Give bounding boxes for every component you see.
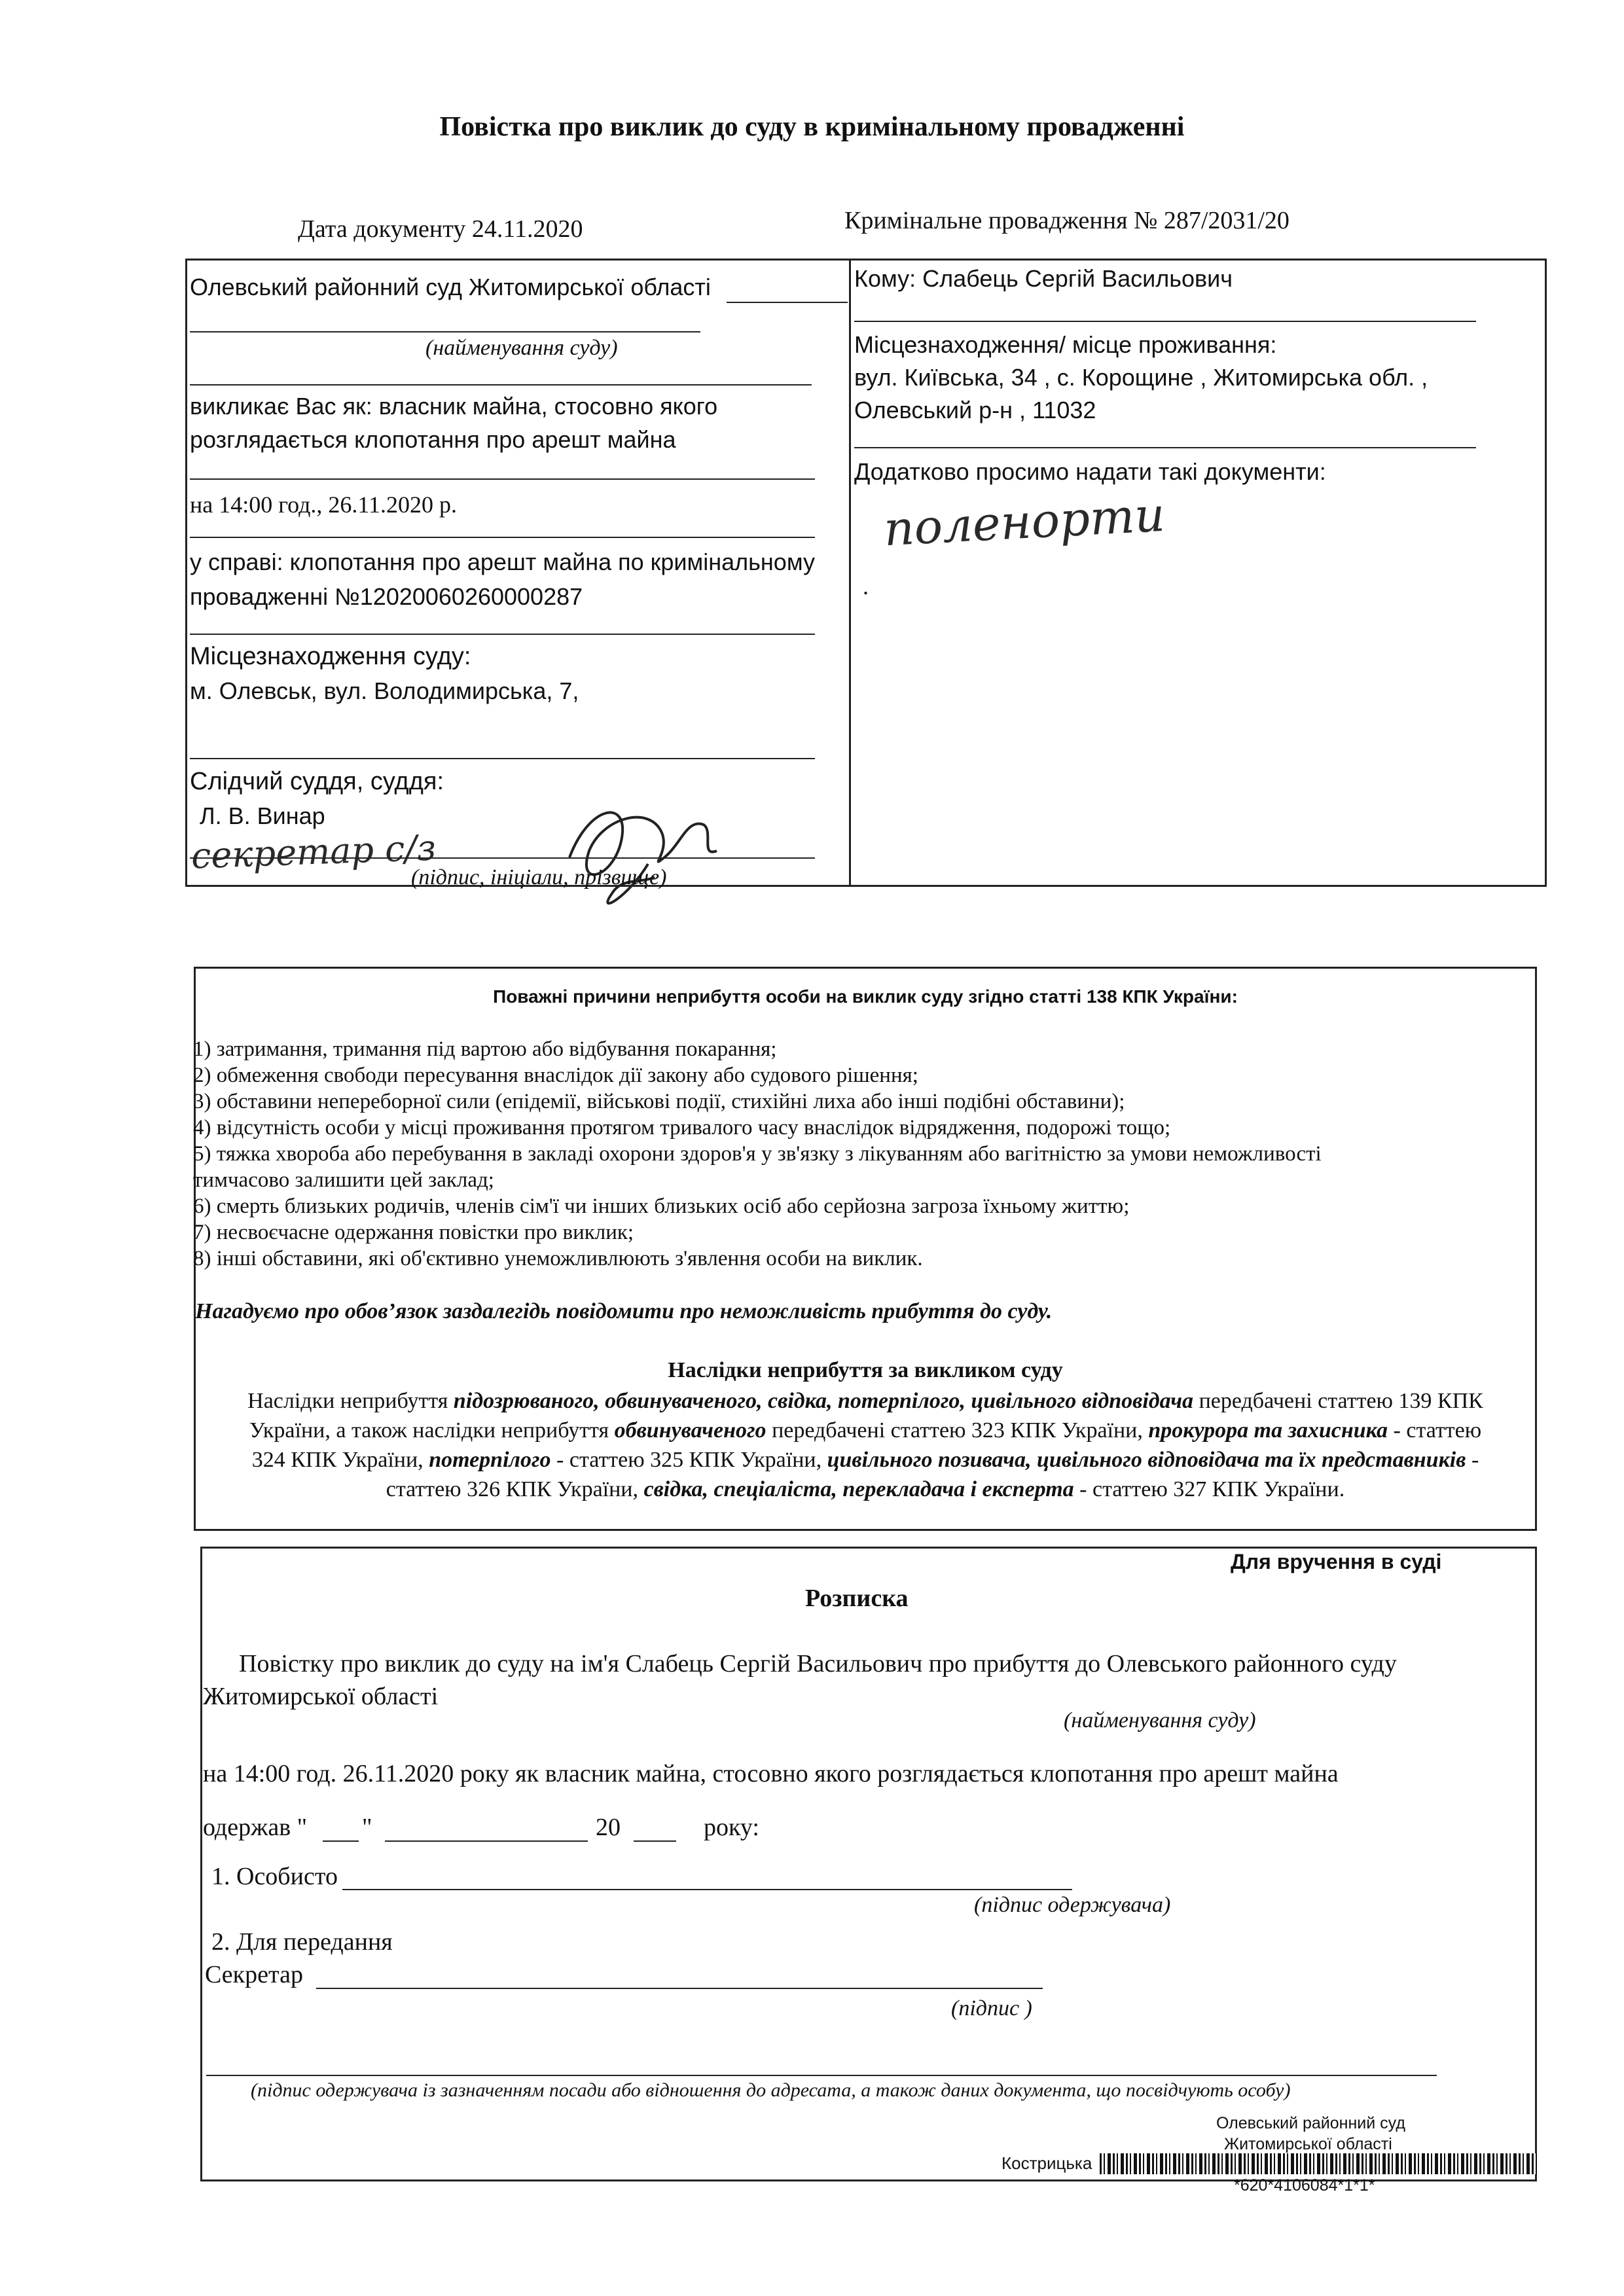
court-location-value: м. Олевськ, вул. Володимирська, 7, [190,677,579,704]
address-label: Місцезнаходження/ місце проживання: [854,331,1277,358]
recipient: Кому: Слабець Сергій Васильович [854,265,1233,292]
reason-item: 6) смерть близьких родичів, членів сім'ї чи інших близьких осіб або серйозна загроза їхньому життю; [193,1194,1130,1218]
reminder-text: Нагадуємо про обов’язок заздалегідь повідомити про неможливість прибуття до суду. [195,1299,1053,1323]
received-year-prefix: 20 [596,1814,621,1841]
personally-label: 1. Особисто [211,1863,338,1890]
received-prefix: одержав " [203,1814,308,1841]
address-line-2: Олевський р-н , 11032 [854,397,1096,423]
page-title: Повістка про виклик до суду в кримінальному провадженні [439,112,1185,142]
handwritten-documents: поленорти [882,486,1166,557]
barcode-icon [1100,2153,1538,2174]
recipient-signature-caption: (підпис одержувача) [974,1893,1171,1917]
reason-item: 5) тяжка хвороба або перебування в закладі охорони здоров'я у зв'язку з лікуванням або вагітністю за умови неможливості [193,1142,1322,1166]
additional-docs-label: Додатково просимо надати такі документи: [854,458,1326,485]
receipt-line-3: на 14:00 год. 26.11.2020 року як власник майна, стосовно якого розглядається клопотання про арешт майна [203,1760,1339,1787]
signature-caption: (підпис, ініціали, прізвище) [411,865,667,889]
secretary-signature-caption: (підпис ) [951,1996,1032,2020]
received-quote: " [362,1814,372,1841]
reason-item: 3) обставини непереборної сили (епідемії, військові події, стихійні лиха або інші подібні обставини); [193,1090,1125,1113]
reason-item: 4) відсутність особи у місці проживання протягом тривалого часу внаслідок відрядження, подорожі тощо; [193,1116,1171,1139]
received-year-suffix: року: [704,1814,759,1841]
barcode-number: *620*4106084*1*1* [1234,2176,1375,2195]
court-name-caption: (найменування суду) [425,336,618,360]
judge-name: Л. В. Винар [200,802,325,829]
case-subject-line-1: у справі: клопотання про арешт майна по кримінальному [190,548,815,575]
dot-mark: . [863,573,869,600]
for-court-delivery: Для вручення в суді [1231,1550,1442,1573]
secretary-label: Секретар [205,1961,303,1988]
judge-label: Слідчий суддя, суддя: [190,768,444,795]
handwritten-secretary-note: секретар с/з [190,827,437,877]
receipt-court-caption: (найменування суду) [1064,1708,1256,1732]
court-name: Олевський районний суд Житомирської області [190,274,711,300]
stamp-court-line-1: Олевський районний суд [1216,2114,1405,2132]
receipt-line-2: Житомирської області [203,1683,439,1710]
form-divider [849,259,851,887]
address-line-1: вул. Київська, 34 , с. Корощине , Житомирська обл. , [854,364,1428,391]
reason-item: 7) несвоєчасне одержання повістки про виклик; [193,1221,634,1244]
reason-item: 1) затримання, тримання під вартою або відбування покарання; [193,1037,777,1061]
consequences-heading: Наслідки неприбуття за викликом суду [668,1358,1063,1382]
hearing-time: на 14:00 год., 26.11.2020 р. [190,492,458,518]
receipt-line-1: Повістку про виклик до суду на ім'я Слабець Сергій Васильович про прибуття до Олевського районного суду [239,1650,1397,1677]
stamp-court-line-2: Житомирської області [1224,2135,1392,2153]
reason-item: 2) обмеження свободи пересування внаслідок дії закону або судового рішення; [193,1064,918,1087]
summoned-as-line-1: викликає Вас як: власник майна, стосовно якого [190,393,718,420]
case-number: Кримінальне провадження № 287/2031/20 [844,207,1290,234]
case-subject-line-2: провадженні №12020060260000287 [190,583,583,610]
consequences-text: Наслідки неприбуття підозрюваного, обвинуваченого, свідка, потерпілого, цивільного відповідача передбачені статтею 139 КПК України, а також наслідки неприбуття обвинуваченого передбачені статтею 323 КПК України, прокурора та захисника - статтею 324 КПК України, потерпілого - статтею 325 КПК України, цивільного позивача, цивільного відповідача та їх представників - статтею 326 КПК України, свідка, спеціаліста, перекладача і експерта - статтею 327 КПК України. [247,1389,1483,1501]
bottom-caption: (підпис одержувача із зазначенням посади або відношення до адресата, а також даних документа, що посвідчують особу) [251,2079,1291,2101]
reason-item: 8) інші обставини, які об'єктивно унеможливлюють з'явлення особи на виклик. [193,1247,923,1270]
transfer-label: 2. Для передання [211,1928,393,1956]
court-location-label: Місцезнаходження суду: [190,643,471,670]
reasons-heading: Поважні причини неприбуття особи на виклик суду згідно статті 138 КПК України: [493,986,1238,1007]
receipt-title: Розписка [805,1585,909,1612]
clerk-name: Кострицька [1001,2153,1092,2173]
reason-item: тимчасово залишити цей заклад; [193,1168,494,1192]
document-date: Дата документу 24.11.2020 [298,215,583,243]
summoned-as-line-2: розглядається клопотання про арешт майна [190,426,676,453]
